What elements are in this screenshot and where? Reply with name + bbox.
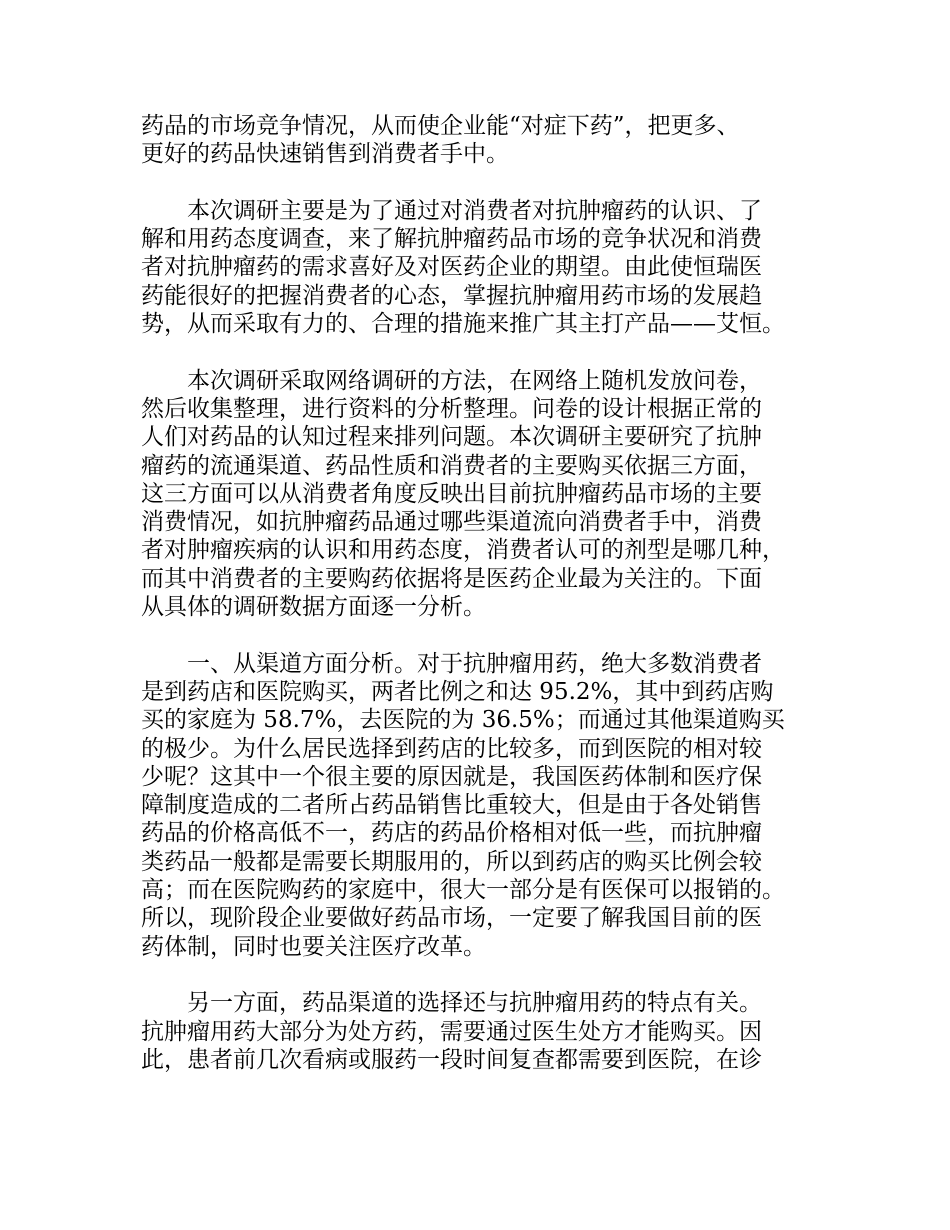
paragraph-gap bbox=[141, 338, 841, 366]
text-line: 药能很好的把握消费者的心态，掌握抗肿瘤用药市场的发展趋 bbox=[141, 282, 762, 309]
text-line: 本次调研采取网络调研的方法，在网络上随机发放问卷， bbox=[187, 367, 762, 394]
document-body bbox=[141, 112, 841, 1074]
text-line: 另一方面，药品渠道的选择还与抗肿瘤用药的特点有关。 bbox=[187, 990, 762, 1017]
text-line: 药体制，同时也要关注医疗改革。 bbox=[141, 933, 486, 960]
text-line: 者对抗肿瘤药的需求喜好及对医药企业的期望。由此使恒瑞医 bbox=[141, 254, 762, 281]
text-line: 解和用药态度调查，来了解抗肿瘤药品市场的竞争状况和消费 bbox=[141, 226, 762, 253]
text-line: 高；而在医院购药的家庭中，很大一部分是有医保可以报销的。 bbox=[141, 877, 785, 904]
text-line: 人们对药品的认知过程来排列问题。本次调研主要研究了抗肿 bbox=[141, 424, 762, 451]
text-line: 更好的药品快速销售到消费者手中。 bbox=[141, 141, 509, 168]
text-line: 这三方面可以从消费者角度反映出目前抗肿瘤药品市场的主要 bbox=[141, 480, 762, 507]
text-line: 是到药店和医院购买，两者比例之和达 95.2%，其中到药店购 bbox=[141, 678, 774, 705]
text-line: 从具体的调研数据方面逐一分析。 bbox=[141, 594, 486, 621]
text-line: 者对肿瘤疾病的认识和用药态度，消费者认可的剂型是哪几种， bbox=[141, 537, 785, 564]
text-line: 消费情况，如抗肿瘤药品通过哪些渠道流向消费者手中，消费 bbox=[141, 509, 762, 536]
text-line: 势，从而采取有力的、合理的措施来推广其主打产品——艾恒。 bbox=[141, 311, 785, 338]
text-line: 而其中消费者的主要购药依据将是医药企业最为关注的。下面 bbox=[141, 565, 762, 592]
paragraph-4 bbox=[141, 650, 841, 961]
text-line: 一、从渠道方面分析。对于抗肿瘤用药，绝大多数消费者 bbox=[187, 650, 762, 677]
text-line: 障制度造成的二者所占药品销售比重较大，但是由于各处销售 bbox=[141, 792, 762, 819]
text-line: 此，患者前几次看病或服药一段时间复查都需要到医院，在诊 bbox=[141, 1046, 762, 1073]
text-line: 然后收集整理，进行资料的分析整理。问卷的设计根据正常的 bbox=[141, 395, 762, 422]
text-line: 买的家庭为 58.7%，去医院的为 36.5%；而通过其他渠道购买 bbox=[141, 707, 785, 734]
paragraph-5 bbox=[141, 989, 841, 1074]
paragraph-1 bbox=[141, 112, 841, 169]
text-line: 的极少。为什么居民选择到药店的比较多，而到医院的相对较 bbox=[141, 735, 762, 762]
text-line: 本次调研主要是为了通过对消费者对抗肿瘤药的认识、了 bbox=[187, 197, 762, 224]
paragraph-gap bbox=[141, 961, 841, 989]
text-line: 药品的价格高低不一，药店的药品价格相对低一些，而抗肿瘤 bbox=[141, 820, 762, 847]
paragraph-2 bbox=[141, 197, 841, 338]
text-line: 少呢？这其中一个很主要的原因就是，我国医药体制和医疗保 bbox=[141, 763, 762, 790]
paragraph-3 bbox=[141, 367, 841, 622]
text-line: 所以，现阶段企业要做好药品市场，一定要了解我国目前的医 bbox=[141, 905, 762, 932]
text-line: 类药品一般都是需要长期服用的，所以到药店的购买比例会较 bbox=[141, 848, 762, 875]
paragraph-gap bbox=[141, 169, 841, 197]
text-line: 抗肿瘤用药大部分为处方药，需要通过医生处方才能购买。因 bbox=[141, 1018, 762, 1045]
text-line: 瘤药的流通渠道、药品性质和消费者的主要购买依据三方面， bbox=[141, 452, 762, 479]
paragraph-gap bbox=[141, 621, 841, 649]
text-line: 药品的市场竞争情况，从而使企业能“对症下药”，把更多、 bbox=[141, 113, 740, 139]
